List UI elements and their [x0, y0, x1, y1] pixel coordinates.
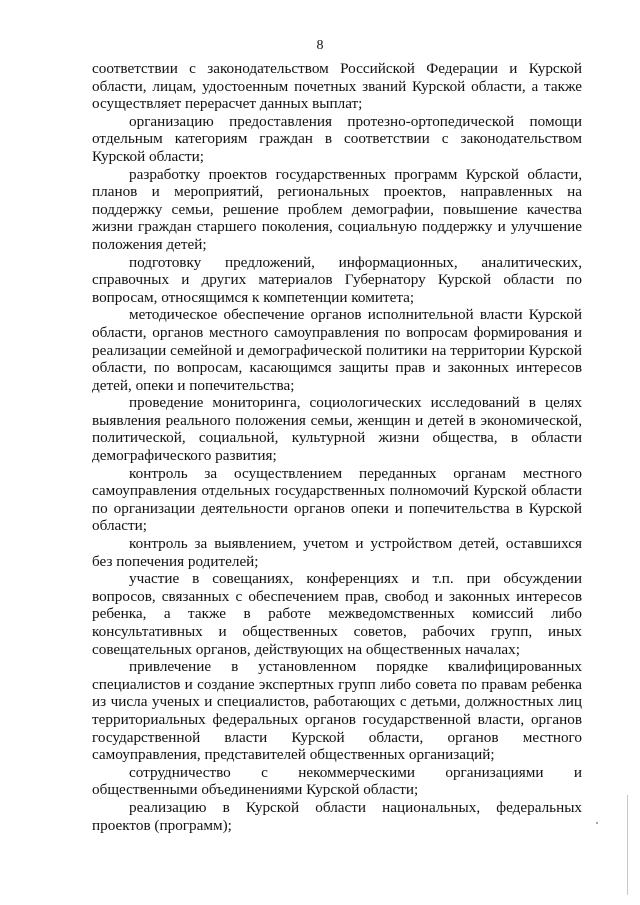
paragraph: участие в совещаниях, конференциях и т.п. при обсуждении вопросов, связанных с обеспечением прав, свобод и законных интересов ребенка, а также в работе межведомственных комиссий либо консультативных и общественных советов, рабочих групп, иных совещательных органов, действующих на общественных началах; [92, 570, 582, 658]
paragraph: методическое обеспечение органов исполнительной власти Курской области, органов местного самоуправления по вопросам формирования и реализации семейной и демографической политики на территории Курской области, по вопросам, касающимся защиты прав и законных интересов детей, опеки и попечительства; [92, 306, 582, 394]
paragraph: организацию предоставления протезно-ортопедической помощи отдельным категориям граждан в соответствии с законодательством Курской области; [92, 112, 582, 165]
paragraph: проведение мониторинга, социологических исследований в целях выявления реального положения семьи, женщин и детей в экономической, политической, социальной, культурной жизни общества, в области демографического развития; [92, 394, 582, 465]
paragraph: контроль за осуществлением переданных органам местного самоуправления отдельных государственных полномочий Курской области по организации деятельности органов опеки и попечительства в Курской области; [92, 464, 582, 535]
document-body [92, 60, 582, 834]
paragraph: сотрудничество с некоммерческими организациями и общественными объединениями Курской области; [92, 763, 582, 799]
paragraph: реализацию в Курской области национальных, федеральных проектов (программ); [92, 798, 582, 834]
paragraph: подготовку предложений, информационных, аналитических, справочных и других материалов Губернатору Курской области по вопросам, относящимся к компетенции комитета; [92, 253, 582, 306]
scan-speck [596, 822, 598, 824]
paragraph: разработку проектов государственных программ Курской области, планов и мероприятий, региональных проектов, направленных на поддержку семьи, решение проблем демографии, повышение качества жизни граждан старшего поколения, социальную поддержку и улучшение положения детей; [92, 165, 582, 253]
page-number: 8 [316, 38, 324, 53]
paragraph: привлечение в установленном порядке квалифицированных специалистов и создание экспертных групп либо совета по правам ребенка из числа ученых и специалистов, работающих с детьми, должностных лиц территориальных федеральных органов государственной власти, органов государственной власти Курской области, органов местного самоуправления, представителей общественных организаций; [92, 658, 582, 764]
paragraph: соответствии с законодательством Российской Федерации и Курской области, лицам, удостоенным почетных званий Курской области, а также осуществляет перерасчет данных выплат; [92, 60, 582, 113]
scan-edge-mark [627, 795, 628, 895]
paragraph: контроль за выявлением, учетом и устройством детей, оставшихся без попечения родителей; [92, 535, 582, 570]
